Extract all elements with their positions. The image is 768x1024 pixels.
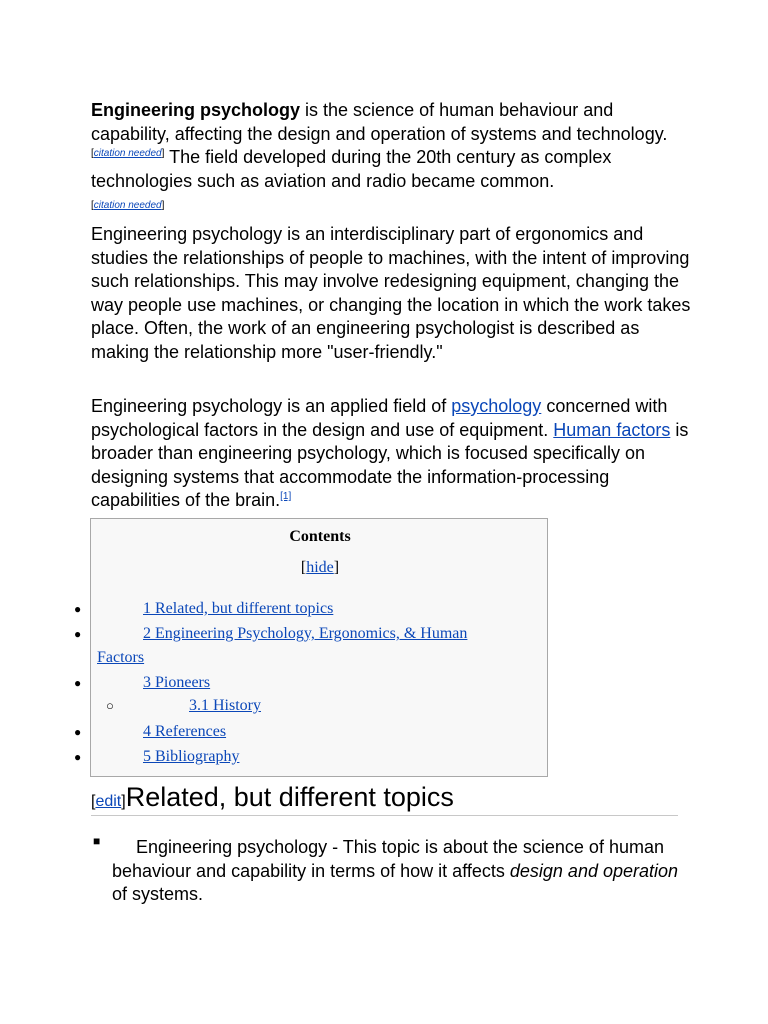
toc-item-bibliography[interactable]: 5 Bibliography [143, 748, 240, 765]
bullet-dot-icon: ● [74, 725, 82, 739]
reference-1-link[interactable]: [1] [280, 491, 292, 502]
citation-needed-2: [citation needed] [91, 200, 165, 211]
toc-hide-bracket-open: [ [300, 559, 307, 576]
toc-item-pioneers[interactable]: 3 Pioneers [143, 674, 211, 691]
citation-needed-label-2: citation needed [93, 200, 162, 211]
section-heading-text: Related, but different topics [125, 782, 454, 812]
list-item-italic: design and operation [509, 860, 679, 881]
list-item-text-b: of systems. [112, 884, 204, 904]
intro-text-b: The field developed during the 20th century as complex technologies such as aviation and radio became common. [91, 147, 612, 191]
reference-1 [280, 491, 291, 502]
toc-hide-bracket-close: ] [333, 559, 340, 576]
list-item [112, 836, 692, 907]
list-item-text-a: Engineering psychology - This topic is about the science of human behaviour and capability in terms of how it affects [112, 837, 664, 881]
article-title-bold: Engineering psychology [91, 100, 301, 120]
toc-title: Contents [289, 528, 351, 545]
p3-text-b: concerned with psychological factors in the design and use of equipment. [91, 396, 668, 440]
section-heading-related-topics [91, 780, 454, 819]
toc-hide-toggle [91, 559, 549, 577]
citation-needed-label-1: citation needed [93, 148, 162, 159]
intro-paragraph-3 [91, 395, 691, 513]
toc-item-history[interactable]: 3.1 History [189, 697, 261, 714]
citation-needed-link-2[interactable] [94, 200, 162, 211]
edit-section [91, 793, 126, 810]
bullet-dot-icon: ● [74, 750, 82, 764]
p3-text-c: is broader than engineering psychology, which is focused specifically on designing systems that accommodate the information-processing capabilities of the brain. [91, 419, 689, 510]
intro-paragraph-2: Engineering psychology is an interdisciplinary part of ergonomics and studies the relationships of people to machines, with the intent of improving such relationships. This may involve redesigning equipment, changing the way people use machines, or changing the location in which the work takes place. Often, the work of an engineering psychologist is described as making the relationship more "user-friendly." [91, 224, 691, 362]
toc-item-related-topics[interactable]: 1 Related, but different topics [143, 600, 334, 617]
toc-item-engineering-psychology-cont[interactable]: Factors [97, 649, 145, 666]
square-bullet-icon: ■ [93, 834, 101, 848]
intro-text-a: is the science of human behaviour and capability, affecting the design and operation of systems and technology. [91, 100, 668, 144]
bullet-dot-icon: ● [74, 627, 82, 641]
bullet-circle-icon: ○ [106, 698, 114, 713]
psychology-link[interactable]: psychology [451, 396, 542, 416]
section-divider [91, 815, 678, 816]
edit-link[interactable]: edit [95, 793, 122, 810]
edit-bracket-close: ] [121, 793, 126, 810]
bullet-dot-icon: ● [74, 602, 82, 616]
toc-hide-link[interactable]: hide [306, 559, 334, 576]
bullet-dot-icon: ● [74, 676, 82, 690]
toc-item-engineering-psychology[interactable]: 2 Engineering Psychology, Ergonomics, & Human [143, 625, 468, 642]
human-factors-link[interactable]: Human factors [553, 419, 671, 440]
intro-paragraph-1 [91, 99, 691, 217]
toc-item-references[interactable]: 4 References [143, 723, 227, 740]
citation-needed-1: [citation needed] [91, 148, 165, 159]
edit-bracket-open: [ [91, 793, 96, 810]
p3-text-a: Engineering psychology is an applied field of [91, 396, 452, 416]
citation-needed-link-1[interactable] [94, 148, 162, 159]
